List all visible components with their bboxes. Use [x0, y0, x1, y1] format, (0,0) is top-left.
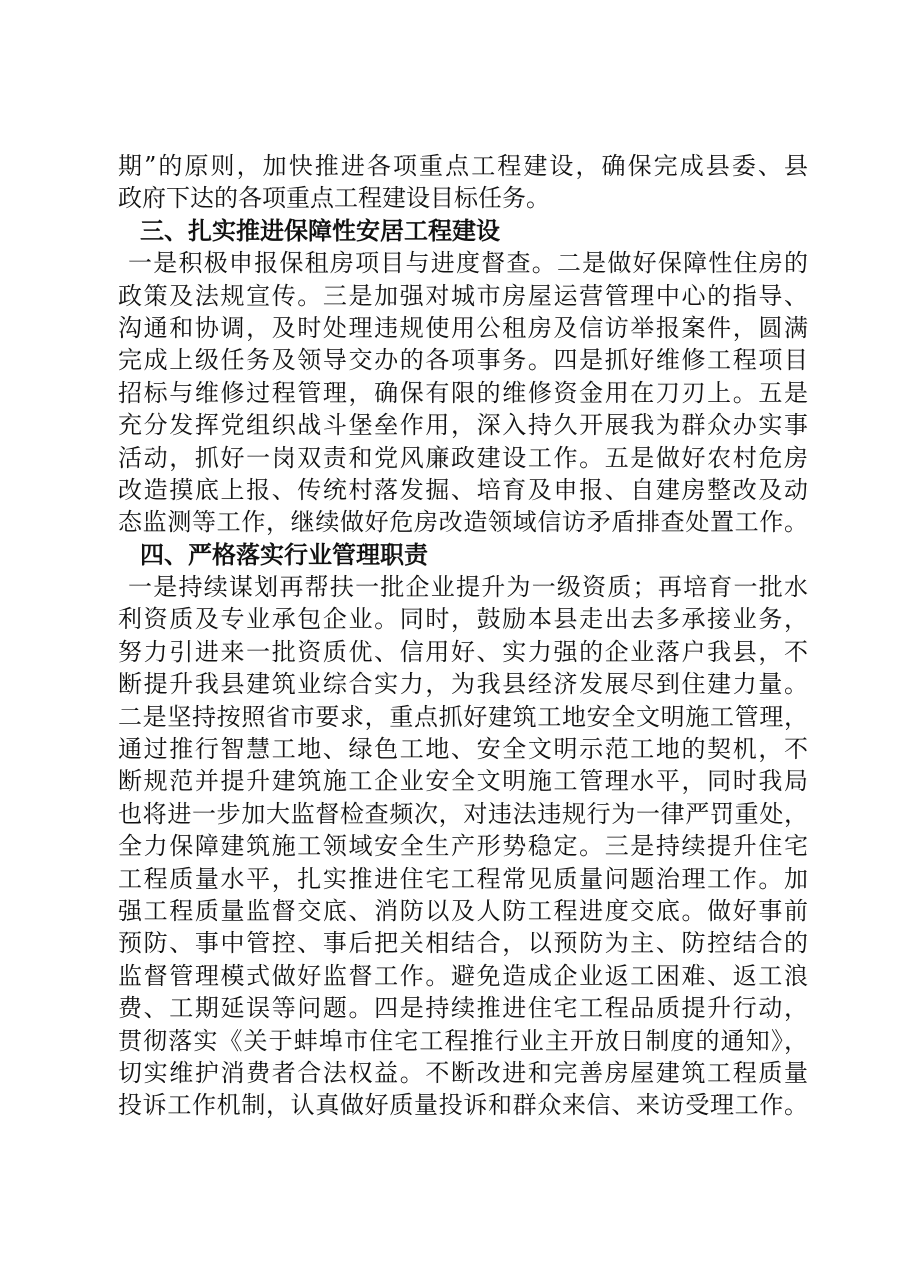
text-line: 政府下达的各项重点工程建设目标任务。	[118, 184, 550, 213]
paragraph-section-4	[118, 571, 808, 1122]
text-line: 政策及法规宣传。三是加强对城市房屋运营管理中心的指导、	[118, 281, 808, 310]
text-line: 完成上级任务及领导交办的各项事务。四是抓好维修工程项目	[118, 346, 808, 375]
paragraph-continued	[118, 150, 808, 215]
text-line: 充分发挥党组织战斗堡垒作用，深入持久开展我为群众办实事	[118, 411, 808, 440]
text-line: 一是积极申报保租房项目与进度督查。二是做好保障性住房的	[128, 249, 808, 278]
section-heading-4: 四、严格落实行业管理职责	[140, 540, 428, 569]
text-line: 投诉工作机制，认真做好质量投诉和群众来信、来访受理工作。	[118, 1091, 808, 1120]
text-line: 期”的原则，加快推进各项重点工程建设，确保完成县委、县	[118, 152, 808, 180]
text-line: 活动，抓好一岗双责和党风廉政建设工作。五是做好农村危房	[118, 443, 808, 472]
text-line: 工程质量水平，扎实推进住宅工程常见质量问题治理工作。加	[118, 864, 808, 893]
text-line: 通过推行智慧工地、绿色工地、安全文明示范工地的契机，不	[118, 735, 808, 764]
text-line: 沟通和协调，及时处理违规使用公租房及信访举报案件，圆满	[118, 313, 808, 342]
text-line: 贯彻落实《关于蚌埠市住宅工程推行业主开放日制度的通知》，	[118, 1026, 808, 1055]
text-line: 断提升我县建筑业综合实力，为我县经济发展尽到住建力量。	[118, 670, 808, 699]
text-line: 二是坚持按照省市要求，重点抓好建筑工地安全文明施工管理，	[118, 702, 808, 731]
text-line: 监督管理模式做好监督工作。避免造成企业返工困难、返工浪	[118, 961, 808, 990]
text-line: 态监测等工作，继续做好危房改造领域信访矛盾排查处置工作。	[118, 508, 808, 537]
text-line: 利资质及专业承包企业。同时，鼓励本县走出去多承接业务，	[118, 605, 808, 634]
text-line: 全力保障建筑施工领域安全生产形势稳定。三是持续提升住宅	[118, 832, 808, 861]
text-line: 努力引进来一批资质优、信用好、实力强的企业落户我县，不	[118, 637, 808, 666]
text-line: 预防、事中管控、事后把关相结合，以预防为主、防控结合的	[118, 929, 808, 958]
text-line: 也将进一步加大监督检查频次，对违法违规行为一律严罚重处，	[118, 799, 808, 828]
text-line: 一是持续谋划再帮扶一批企业提升为一级资质；再培育一批水	[128, 573, 808, 602]
text-line: 切实维护消费者合法权益。不断改进和完善房屋建筑工程质量	[118, 1058, 808, 1087]
paragraph-section-3	[118, 247, 808, 539]
text-line: 断规范并提升建筑施工企业安全文明施工管理水平，同时我局	[118, 767, 808, 796]
text-line: 费、工期延误等问题。四是持续推进住宅工程品质提升行动，	[118, 994, 808, 1023]
section-heading-3: 三、扎实推进保障性安居工程建设	[140, 216, 500, 245]
text-line: 强工程质量监督交底、消防以及人防工程进度交底。做好事前	[118, 896, 808, 925]
text-line: 招标与维修过程管理，确保有限的维修资金用在刀刃上。五是	[118, 378, 808, 407]
document-body	[118, 150, 808, 1122]
text-line: 改造摸底上报、传统村落发掘、培育及申报、自建房整改及动	[118, 475, 808, 504]
